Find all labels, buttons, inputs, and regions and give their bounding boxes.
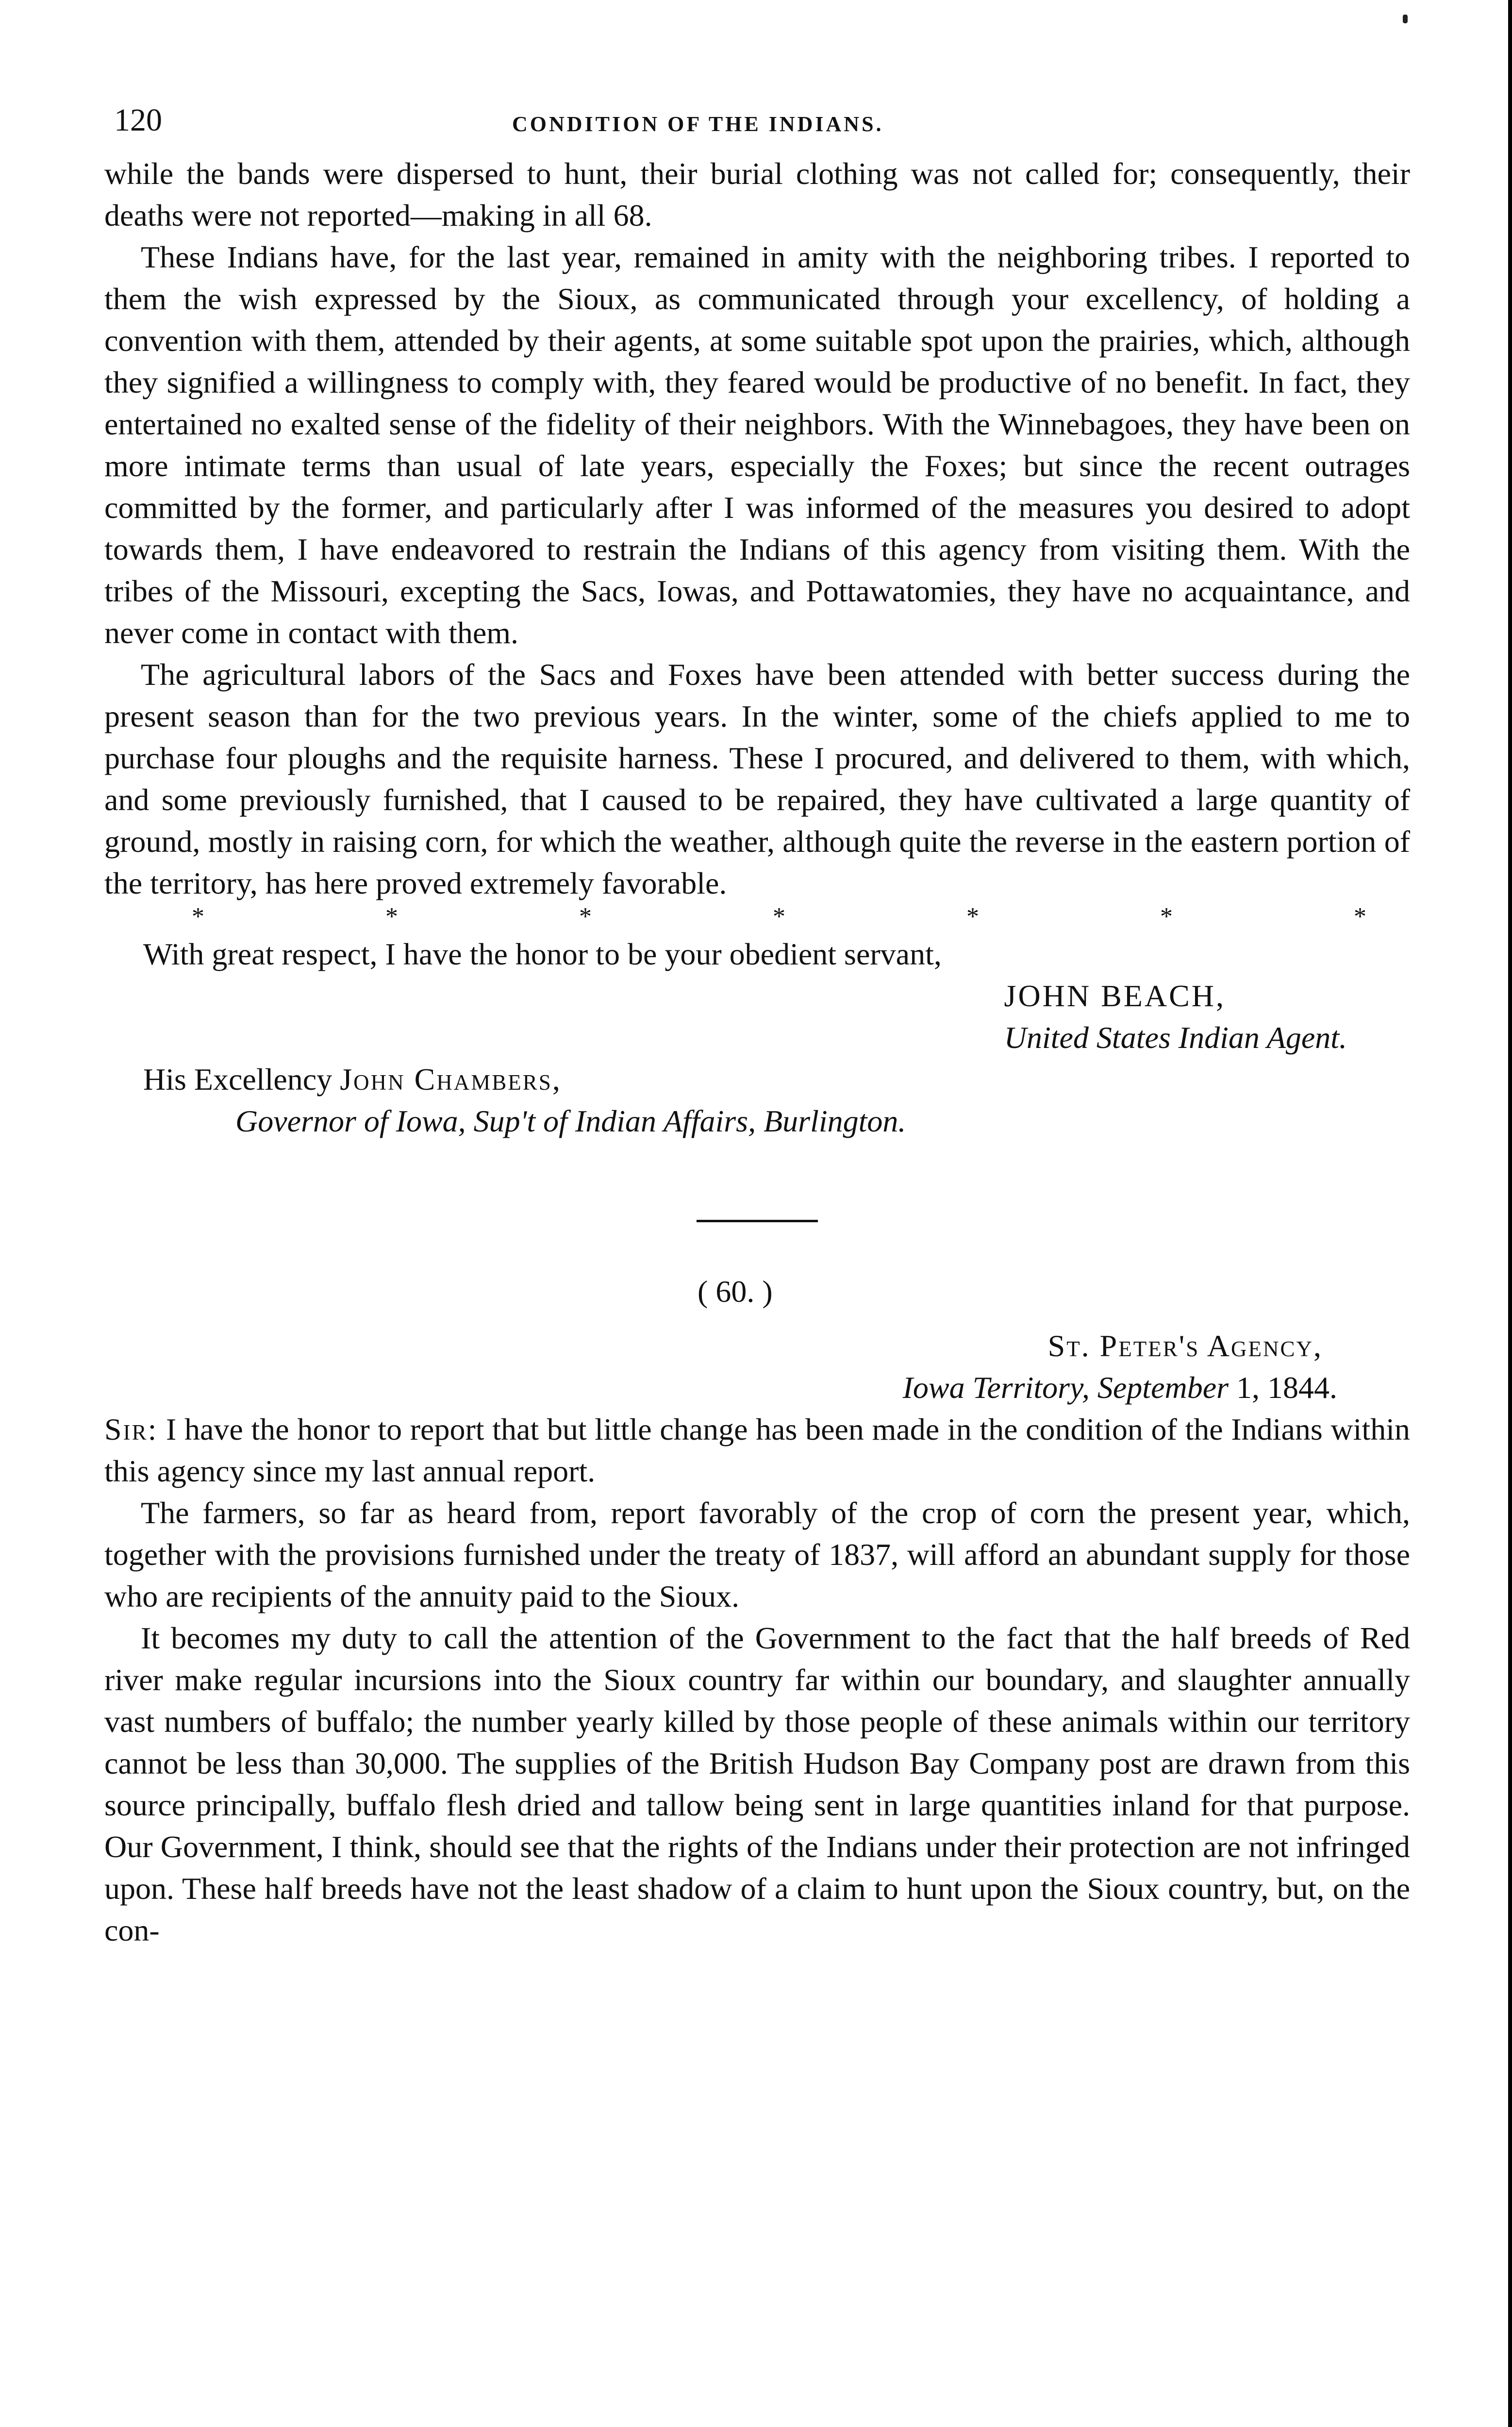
salutation: Sir: (104, 1412, 158, 1446)
omission-stars (104, 902, 1410, 931)
opening-text: I have the honor to report that but little change has been made in the condition of the Indians within this agency since my last annual report. (104, 1412, 1410, 1488)
signature-title: United States Indian Agent. (1004, 1020, 1347, 1055)
paragraph-relations: These Indians have, for the last year, remained in amity with the neighboring tribes. I reported to them the wish expressed by the Sioux, as communicated through your excellency, of holding a convention with them, attended by their agents, at some suitable spot upon the prairies, which, although they signified a willingness to comply with, they feared would be productive of no benefit. In fact, they entertained no exalted sense of the fidelity of their neighbors. With the Winnebagoes, they have been on more intimate terms than usual of late years, especially the Foxes; but since the recent outrages committed by the former, and particularly after I was informed of the measures you desired to adopt towards them, I have endeavored to restrain the Indians of this agency from visiting them. With the tribes of the Missouri, excepting the Sacs, Iowas, and Pottawatomies, they have no acquaintance, and never come in contact with them. (104, 240, 1410, 650)
paragraph-opening (104, 1409, 1410, 1492)
addressee (104, 1059, 1410, 1100)
date-place: Iowa Territory, September (902, 1370, 1229, 1405)
star: * (579, 903, 592, 931)
star: * (192, 903, 204, 931)
addressee-prefix: His Excellency (143, 1062, 332, 1097)
page-number: 120 (114, 102, 162, 138)
running-title: CONDITION OF THE INDIANS. (512, 112, 884, 136)
addressee-office: Governor of Iowa, Sup't of Indian Affairs, Burlington. (235, 1104, 906, 1138)
page-content (104, 100, 1410, 1951)
document-number: ( 60. ) (698, 1274, 773, 1309)
letter-st-peters-agency (104, 1271, 1410, 1951)
paragraph-continuation: while the bands were dispersed to hunt, their burial clothing was not called for; consequently, their deaths were not reported—making in all 68. (104, 156, 1410, 233)
signature-name: JOHN BEACH, (1004, 979, 1226, 1013)
closing-line: With great respect, I have the honor to be your obedient servant, (143, 937, 942, 971)
running-head (104, 100, 1410, 153)
agency-place: St. Peter's Agency, (1047, 1329, 1323, 1363)
date-day: 1, 1844. (1229, 1370, 1337, 1405)
scan-speck (1403, 15, 1408, 23)
letter-john-beach (104, 153, 1410, 1142)
paragraph-crops: The farmers, so far as heard from, report favorably of the crop of corn the present year, which, together with the provisions furnished under the treaty of 1837, will afford an abundant supply for those who are recipients of the annuity paid to the Sioux. (104, 1496, 1410, 1613)
addressee-name: John Chambers, (340, 1062, 562, 1097)
paragraph-agriculture: The agricultural labors of the Sacs and Foxes have been attended with better success during the present season than for the two previous years. In the winter, some of the chiefs applied to me to purchase four ploughs and the requisite harness. These I procured, and delivered to them, with which, and some previously furnished, that I caused to be repaired, they have cultivated a large quantity of ground, mostly in raising corn, for which the weather, although quite the reverse in the eastern portion of the territory, has here proved extremely favorable. (104, 657, 1410, 900)
star: * (773, 903, 785, 931)
section-divider (697, 1220, 818, 1222)
paragraph-buffalo: It becomes my duty to call the attention of the Government to the fact that the half breeds of Red river make regular incursions into the Sioux country far within our boundary, and slaughter annually vast numbers of buffalo; the number yearly killed by those people of these animals within our territory cannot be less than 30,000. The supplies of the British Hudson Bay Company post are drawn from this source principally, buffalo flesh dried and tallow being sent in large quantities inland for that purpose. Our Government, I think, should see that the rights of the Indians under their protection are not infringed upon. These half breeds have not the least shadow of a claim to hunt upon the Sioux country, but, on the con- (104, 1621, 1410, 1947)
dateline (104, 1367, 1410, 1409)
star: * (966, 903, 979, 931)
star: * (1160, 903, 1173, 931)
star: * (1354, 903, 1366, 931)
star: * (385, 903, 398, 931)
